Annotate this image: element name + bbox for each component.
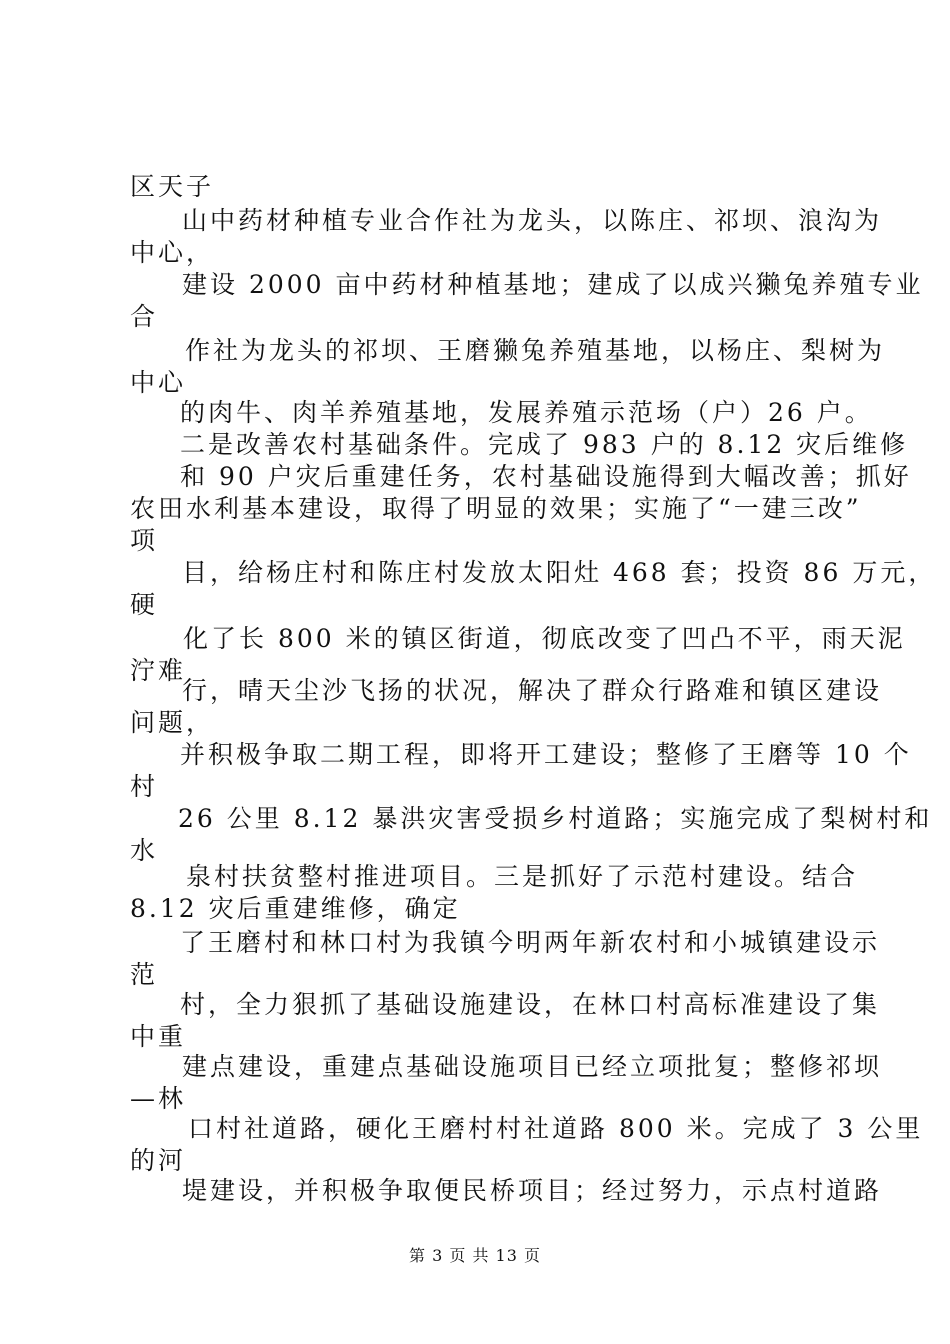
- text-line: 行，晴天尘沙飞扬的状况，解决了群众行路难和镇区建设: [182, 676, 883, 705]
- text-line: 堤建设，并积极争取便民桥项目；经过努力，示点村道路: [182, 1176, 883, 1205]
- text-line: —林: [130, 1084, 187, 1113]
- text-line: 中心: [130, 368, 187, 397]
- text-line: 水: [130, 836, 159, 865]
- text-line: 中心，: [130, 238, 215, 267]
- text-line: 化了长 800 米的镇区街道，彻底改变了凹凸不平，雨天泥: [183, 624, 906, 653]
- text-line: 泞难: [130, 656, 187, 685]
- text-line: 的河: [130, 1146, 187, 1175]
- text-line: 泉村扶贫整村推进项目。三是抓好了示范村建设。结合: [186, 862, 859, 891]
- text-line: 建点建设，重建点基础设施项目已经立项批复；整修祁坝: [182, 1052, 883, 1081]
- text-line: 并积极争取二期工程，即将开工建设；整修了王磨等 10 个: [180, 740, 912, 769]
- text-line: 项: [130, 526, 159, 555]
- text-line: 了王磨村和林口村为我镇今明两年新农村和小城镇建设示: [180, 928, 881, 957]
- text-line: 口村社道路，硬化王磨村村社道路 800 米。完成了 3 公里: [188, 1114, 924, 1143]
- text-line: 的肉牛、肉羊养殖基地，发展养殖示范场（户）26 户。: [180, 398, 873, 427]
- text-line: 范: [130, 960, 159, 989]
- text-line: 区天子: [130, 172, 215, 201]
- text-line: 中重: [130, 1022, 187, 1051]
- text-line: 问题，: [130, 708, 215, 737]
- text-line: 和 90 户灾后重建任务，农村基础设施得到大幅改善；抓好: [180, 462, 912, 491]
- text-line: 山中药材种植专业合作社为龙头，以陈庄、祁坝、浪沟为: [182, 206, 883, 235]
- text-line: 作社为龙头的祁坝、王磨獭兔养殖基地，以杨庄、梨树为: [185, 336, 886, 365]
- text-line: 农田水利基本建设，取得了明显的效果；实施了“一建三改”: [130, 494, 862, 523]
- text-line: 26 公里 8.12 暴洪灾害受损乡村道路；实施完成了梨树村和: [178, 804, 933, 833]
- page-footer: 第 3 页 共 13 页: [409, 1246, 541, 1265]
- text-line: 8.12 灾后重建维修，确定: [130, 894, 461, 923]
- text-line: 村，全力狠抓了基础设施建设，在林口村高标准建设了集: [180, 990, 881, 1019]
- text-line: 硬: [130, 590, 159, 619]
- text-line: 村: [130, 772, 159, 801]
- text-line: 合: [130, 302, 159, 331]
- text-line: 目，给杨庄村和陈庄村发放太阳灶 468 套；投资 86 万元，: [182, 558, 937, 587]
- text-line: 二是改善农村基础条件。完成了 983 户的 8.12 灾后维修: [180, 430, 909, 459]
- text-line: 建设 2000 亩中药材种植基地；建成了以成兴獭兔养殖专业: [182, 270, 924, 299]
